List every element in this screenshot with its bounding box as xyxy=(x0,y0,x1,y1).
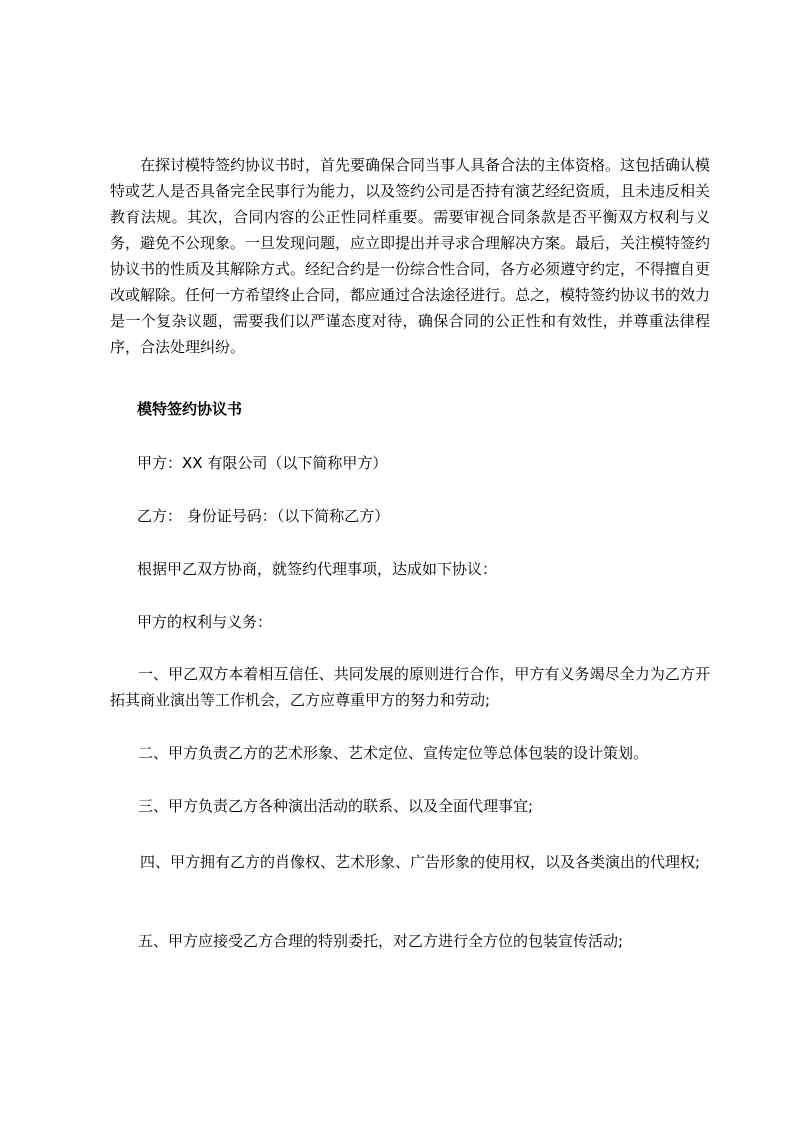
clause-3: 三、甲方负责乙方各种演出活动的联系、以及全面代理事宜; xyxy=(138,797,534,815)
party-a-line: 甲方：XX 有限公司（以下简称甲方） xyxy=(137,454,388,472)
preamble-line: 根据甲乙双方协商，就签约代理事项，达成如下协议： xyxy=(137,560,498,578)
clause-4: 四、甲方拥有乙方的肖像权、艺术形象、广告形象的使用权，以及各类演出的代理权; xyxy=(140,853,701,871)
section-heading: 甲方的权利与义务： xyxy=(137,613,273,631)
clause-5: 五、甲方应接受乙方合理的特别委托，对乙方进行全方位的包装宣传活动; xyxy=(138,932,624,950)
document-title: 模特签约协议书 xyxy=(137,400,243,418)
clause-2: 二、甲方负责乙方的艺术形象、艺术定位、宣传定位等总体包装的设计策划。 xyxy=(138,744,649,762)
intro-paragraph: 在探讨模特签约协议书时，首先要确保合同当事人具备合法的主体资格。这包括确认模特或艺人是否具备完全民事行为能力，以及签约公司是否持有演艺经纪资质，且未违反相关教育法规。其次，合同内容的公正性同样重要。需要审视合同条款是否平衡双方权利与义务，避免不公现象。一旦发现问题，应立即提出并寻求合理解决方案。最后，关注模特签约协议书的性质及其解除方式。经纪合约是一份综合性合同，各方必须遵守约定，不得擅自更改或解除。任何一方希望终止合同，都应通过合法途径进行。总之，模特签约协议书的效力是一个复杂议题，需要我们以严谨态度对待，确保合同的公正性和有效性，并尊重法律程序，合法处理纠纷。 xyxy=(110,156,711,356)
party-b-line: 乙方： 身份证号码：（以下简称乙方） xyxy=(137,507,390,525)
clause-1: 一、甲乙双方本着相互信任、共同发展的原则进行合作，甲方有义务竭尽全力为乙方开拓其商业演出等工作机会，乙方应尊重甲方的努力和劳动; xyxy=(110,665,710,709)
